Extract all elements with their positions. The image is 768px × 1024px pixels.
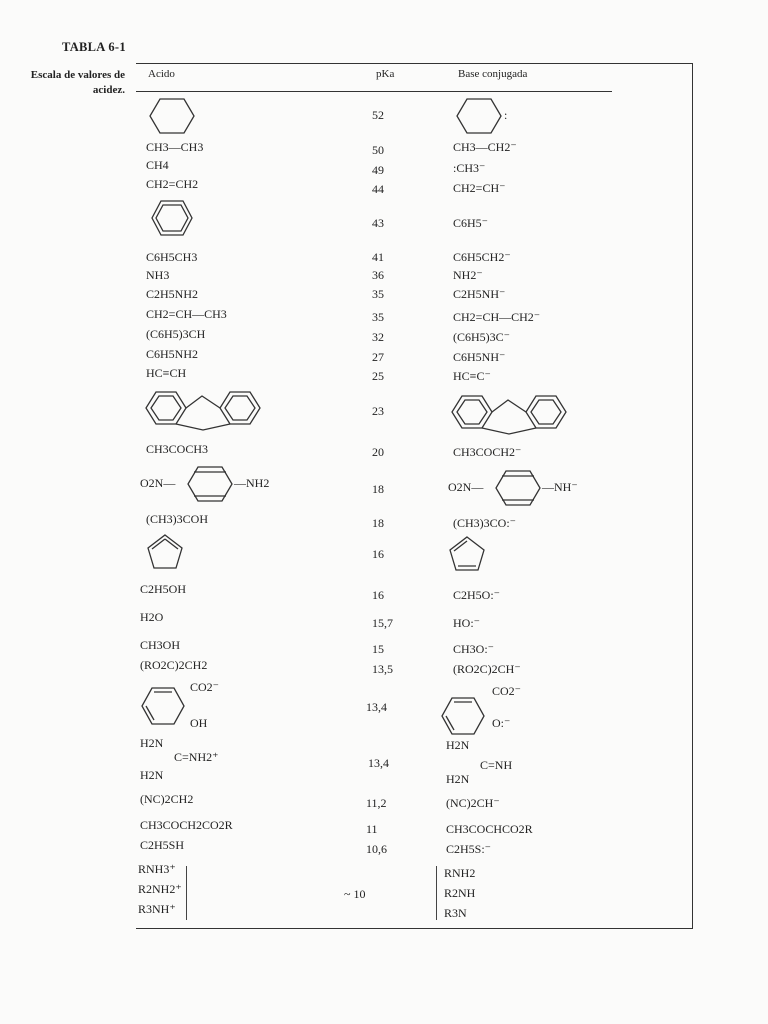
acid-formula: CO2⁻ bbox=[190, 680, 220, 694]
base-formula: C2H5S:⁻ bbox=[446, 842, 492, 856]
base-formula: C6H5NH⁻ bbox=[453, 350, 506, 364]
table-row bbox=[0, 177, 768, 196]
salicylate-dianion-icon bbox=[440, 694, 488, 738]
acid-formula: CH2=CH—CH3 bbox=[146, 307, 227, 321]
pka-value: 49 bbox=[372, 163, 384, 177]
header-acid: Acido bbox=[148, 68, 175, 80]
salicylate-icon bbox=[140, 684, 188, 728]
base-formula: H2N bbox=[446, 738, 470, 752]
pka-value: 15,7 bbox=[372, 616, 393, 630]
cyclohexane-icon bbox=[148, 96, 196, 136]
base-formula: C2H5NH⁻ bbox=[453, 287, 506, 301]
acid-formula: H2N bbox=[140, 736, 164, 750]
acid-formula: CH4 bbox=[146, 158, 169, 172]
base-formula: CH2=CH—CH2⁻ bbox=[453, 310, 541, 324]
pka-value: 10,6 bbox=[366, 842, 387, 856]
table-row bbox=[0, 96, 768, 136]
acid-formula: HC≡CH bbox=[146, 366, 187, 380]
fluorenyl-anion-icon bbox=[448, 390, 574, 440]
pka-value: 11 bbox=[366, 822, 378, 836]
pka-value: 32 bbox=[372, 330, 384, 344]
table-row bbox=[0, 158, 768, 177]
cyclopentadienyl-anion-icon bbox=[446, 534, 488, 578]
pka-value: 52 bbox=[372, 108, 384, 122]
pka-value: 23 bbox=[372, 404, 384, 418]
cyclohexyl-anion-icon bbox=[455, 96, 503, 136]
table-row bbox=[0, 140, 768, 156]
pka-value: 44 bbox=[372, 182, 384, 196]
pka-value: 16 bbox=[372, 547, 384, 561]
pka-value: 35 bbox=[372, 287, 384, 301]
table-row bbox=[0, 462, 768, 506]
acid-formula: CH3—CH3 bbox=[146, 140, 204, 154]
table-row bbox=[0, 676, 768, 736]
acid-formula-3: R3NH⁺ bbox=[138, 902, 176, 916]
acid-formula: C6H5CH3 bbox=[146, 250, 198, 264]
base-formula: NH2⁻ bbox=[453, 268, 483, 282]
cyclopentadiene-icon bbox=[144, 532, 186, 572]
acid-formula-suffix: OH bbox=[190, 716, 208, 730]
pka-value: 20 bbox=[372, 445, 384, 459]
base-formula: C2H5O:⁻ bbox=[453, 588, 501, 602]
acid-formula-2: R2NH2⁺ bbox=[138, 882, 182, 896]
base-formula: CH3COCH2⁻ bbox=[453, 445, 522, 459]
table-row bbox=[0, 386, 768, 436]
base-formula-suffix: O:⁻ bbox=[492, 716, 511, 730]
base-formula-3: R3N bbox=[444, 906, 467, 920]
base-formula: CO2⁻ bbox=[492, 684, 522, 698]
base-formula: HO:⁻ bbox=[453, 616, 480, 630]
pka-value: 16 bbox=[372, 588, 384, 602]
pka-value: 36 bbox=[372, 268, 384, 282]
table-row bbox=[0, 736, 768, 786]
pka-value: 43 bbox=[372, 216, 384, 230]
pka-value: 11,2 bbox=[366, 796, 387, 810]
acid-formula: CH3COCH3 bbox=[146, 442, 209, 456]
acid-formula: H2O bbox=[140, 610, 164, 624]
left-brace bbox=[436, 866, 437, 920]
pka-value: 13,4 bbox=[366, 700, 387, 714]
base-formula: HC≡C⁻ bbox=[453, 369, 491, 383]
acid-formula-mid: C=NH2⁺ bbox=[174, 750, 219, 764]
base-formula-suffix: H2N bbox=[446, 772, 470, 786]
acid-formula: (NC)2CH2 bbox=[140, 792, 194, 806]
pka-value: 35 bbox=[372, 310, 384, 324]
para-nitroaniline-icon bbox=[186, 464, 234, 504]
header-rule bbox=[136, 91, 612, 92]
acid-formula: RNH3⁺ bbox=[138, 862, 176, 876]
acid-formula: CH2=CH2 bbox=[146, 177, 199, 191]
base-formula: CH3COCHCO2R bbox=[446, 822, 533, 836]
acid-formula: (CH3)3COH bbox=[146, 512, 208, 526]
base-formula: (C6H5)3C⁻ bbox=[453, 330, 510, 344]
base-formula-2: R2NH bbox=[444, 886, 476, 900]
pka-value: 13,4 bbox=[368, 756, 389, 770]
pka-value: 50 bbox=[372, 143, 384, 157]
base-formula: (NC)2CH⁻ bbox=[446, 796, 500, 810]
base-formula-mid: C=NH bbox=[480, 758, 513, 772]
pka-value: 27 bbox=[372, 350, 384, 364]
table-row bbox=[0, 198, 768, 240]
acid-formula: (C6H5)3CH bbox=[146, 327, 206, 341]
pka-value: 15 bbox=[372, 642, 384, 656]
base-formula: CH2=CH⁻ bbox=[453, 181, 506, 195]
acid-formula: CH3COCH2CO2R bbox=[140, 818, 233, 832]
base-formula: (RO2C)2CH⁻ bbox=[453, 662, 521, 676]
base-formula: :CH3⁻ bbox=[453, 161, 486, 175]
base-formula: O2N— bbox=[448, 480, 484, 494]
table-title: TABLA 6-1 bbox=[62, 40, 126, 54]
acid-formula-suffix: H2N bbox=[140, 768, 164, 782]
acid-formula: C2H5OH bbox=[140, 582, 187, 596]
para-nitroanilide-icon bbox=[494, 468, 542, 508]
pka-value: 25 bbox=[372, 369, 384, 383]
pka-value: 13,5 bbox=[372, 662, 393, 676]
base-formula: CH3O:⁻ bbox=[453, 642, 495, 656]
header-base: Base conjugada bbox=[458, 68, 528, 80]
base-formula: C6H5⁻ bbox=[453, 216, 489, 230]
base-formula-suffix: —NH⁻ bbox=[542, 480, 578, 494]
acid-formula: O2N— bbox=[140, 476, 176, 490]
benzene-icon bbox=[150, 198, 194, 238]
table-caption: Escala de valores de acidez. bbox=[30, 69, 125, 96]
acid-formula: C2H5SH bbox=[140, 838, 185, 852]
base-formula: C6H5CH2⁻ bbox=[453, 250, 511, 264]
pka-value: 18 bbox=[372, 482, 384, 496]
base-formula: : bbox=[504, 108, 508, 122]
acid-formula: CH3OH bbox=[140, 638, 181, 652]
acid-formula: (RO2C)2CH2 bbox=[140, 658, 208, 672]
pka-value: 18 bbox=[372, 516, 384, 530]
base-formula: CH3—CH2⁻ bbox=[453, 140, 517, 154]
table-row bbox=[0, 532, 768, 576]
right-brace bbox=[186, 866, 187, 920]
base-formula: RNH2 bbox=[444, 866, 476, 880]
acid-formula: C2H5NH2 bbox=[146, 287, 199, 301]
acid-formula-suffix: —NH2 bbox=[234, 476, 270, 490]
acid-formula: C6H5NH2 bbox=[146, 347, 199, 361]
table-row bbox=[0, 862, 768, 922]
fluorene-icon bbox=[142, 386, 268, 432]
acid-formula: NH3 bbox=[146, 268, 170, 282]
pka-value: ~ 10 bbox=[344, 887, 366, 901]
header-pka: pKa bbox=[376, 68, 395, 80]
pka-value: 41 bbox=[372, 250, 384, 264]
base-formula: (CH3)3CO:⁻ bbox=[453, 516, 516, 530]
